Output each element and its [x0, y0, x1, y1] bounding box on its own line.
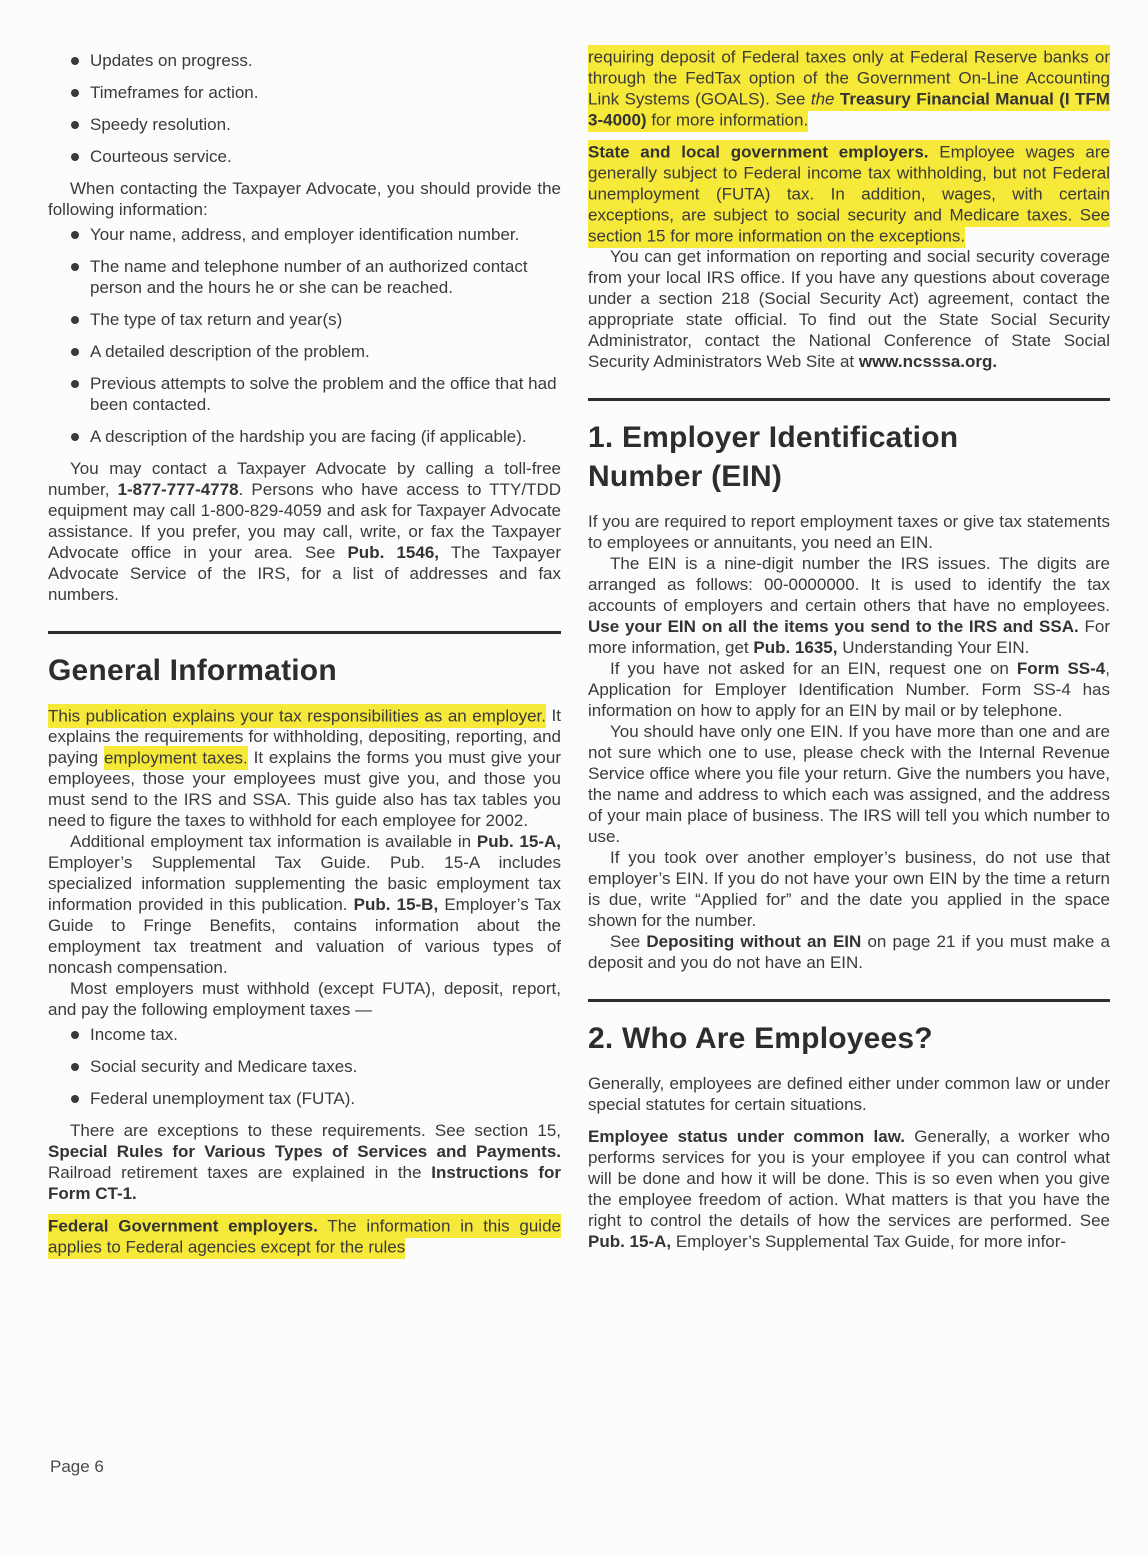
bold-text: Pub. 1546, [347, 543, 440, 562]
section-heading-line: General Information [48, 654, 337, 687]
text-run: See [610, 932, 647, 951]
paragraph [588, 141, 1110, 246]
bold-text: Instructions for Form CT-1. [48, 1163, 562, 1203]
bullet-item [48, 50, 561, 71]
paragraph [588, 246, 1110, 372]
text-run: There are exceptions to these requirements. See section 15, [70, 1121, 561, 1140]
bold-text: Depositing without an EIN [646, 932, 862, 951]
bold-text: Employee status under common law. [588, 1127, 906, 1146]
text-run: Employer’s Tax Guide to Fringe Benefits, contains information about the employment tax treatment and valuation of various types of noncash compensation. [48, 895, 561, 977]
section-divider [588, 999, 1110, 1002]
text-run: . Persons who have access to TTY/TDD equipment may call 1-800-829-4059 and ask for Taxpayer Advocate assistance. If you prefer, you may call, write, or fax the Taxpayer Advocate office in your area. See [48, 480, 561, 562]
text-run: A detailed description of the problem. [90, 342, 370, 361]
text-run: A description of the hardship you are facing (if applicable). [90, 427, 527, 446]
bold-text: Form SS-4 [1016, 659, 1106, 678]
section-heading [588, 418, 1110, 496]
paragraph [588, 46, 1110, 130]
section-heading-line: 1. Employer Identification [588, 421, 959, 454]
highlighted-text: Treasury Financial Manual (I TFM 3-4000) [588, 87, 1110, 132]
text-run: The name and telephone number of an authorized contact person and the hours he or she can be reached. [90, 257, 528, 297]
bullet-item [48, 341, 561, 362]
highlighted-text: The information in this guide applies to Federal agencies except for the rules [48, 1214, 561, 1259]
text-run: Courteous service. [90, 147, 232, 166]
text-run: Generally, employees are defined either under common law or under special statutes for certain situations. [588, 1074, 1110, 1114]
paragraph [588, 721, 1110, 847]
paragraph [588, 1073, 1110, 1115]
text-run: It explains the forms you must give your employees, those your employees must give you, and those you must send to the IRS and SSA. This guide also has tax tables you need to figure the taxes to withhold for each employee for 2002. [48, 748, 561, 830]
paragraph [588, 553, 1110, 658]
text-run: Updates on progress. [90, 51, 253, 70]
text-run: Generally, a worker who performs services for you is your employee if you can control what will be done and how it will be done. This is so even when you give the employee freedom of action. What matters is that you have the right to control the details of how the services are performed. See [588, 1127, 1110, 1230]
text-run: Railroad retirement taxes are explained in the [48, 1163, 432, 1182]
paragraph [588, 931, 1110, 973]
bold-text: 1-877-777-4778 [117, 480, 239, 499]
bullet-item [48, 1056, 561, 1077]
section-heading [588, 1019, 1110, 1058]
section-heading-line: Number (EIN) [588, 460, 783, 493]
text-run: Speedy resolution. [90, 115, 231, 134]
section-divider [48, 631, 561, 634]
bullet-item [48, 373, 561, 415]
bullet-list [48, 1024, 561, 1109]
bullet-item [48, 224, 561, 245]
text-run: If you have not asked for an EIN, request one on [610, 659, 1017, 678]
text-run: Most employers must withhold (except FUTA), deposit, report, and pay the following employment taxes — [48, 979, 561, 1019]
text-run: If you took over another employer’s business, do not use that employer’s EIN. If you do not have your own EIN by the time a return is due, write “Applied for” and the date you applied in the space shown for the number. [588, 848, 1110, 930]
bold-text: Pub. 15-A, [588, 1232, 672, 1251]
paragraph [48, 1120, 561, 1204]
text-run: If you are required to report employment taxes or give tax statements to employees or annuitants, you need an EIN. [588, 512, 1110, 552]
bullet-list [48, 50, 561, 167]
text-run: Timeframes for action. [90, 83, 259, 102]
paragraph [48, 1215, 561, 1257]
two-column-layout [48, 46, 1110, 1257]
text-run: Social security and Medicare taxes. [90, 1057, 358, 1076]
paragraph [48, 831, 561, 978]
left-column [48, 46, 561, 1257]
paragraph [588, 658, 1110, 721]
text-run: The type of tax return and year(s) [90, 310, 343, 329]
bold-text: Special Rules for Various Types of Services and Payments. [48, 1142, 561, 1161]
text-run: You should have only one EIN. If you have more than one and are not sure which one to use, please check with the Internal Revenue Service office where you file your return. Give the numbers you have, the name and address to which each was assigned, and the address of your main place of business. The IRS will tell you which number to use. [588, 722, 1110, 846]
bullet-list [48, 224, 561, 447]
text-run: Income tax. [90, 1025, 178, 1044]
highlighted-text: for more information. [647, 108, 809, 132]
text-run: Understanding Your EIN. [837, 638, 1030, 657]
bold-text: Pub. 1635, [753, 638, 838, 657]
text-run: The EIN is a nine-digit number the IRS issues. The digits are arranged as follows: 00-0000000. It is used to identify the tax accounts of employers and certain others that have no employees. [588, 554, 1110, 615]
bullet-item [48, 146, 561, 167]
text-run: Previous attempts to solve the problem and the office that had been contacted. [90, 374, 557, 414]
text-run: The Taxpayer Advocate Service of the IRS, for a list of addresses and fax numbers. [48, 543, 561, 604]
paragraph [48, 458, 561, 605]
section-heading [48, 651, 561, 690]
page-number: Page 6 [50, 1457, 104, 1476]
highlighted-text: employment taxes. [104, 746, 248, 770]
text-run: It explains the requirements for withholding, depositing, reporting, and paying [48, 706, 561, 767]
paragraph [48, 178, 561, 220]
bullet-item [48, 256, 561, 298]
text-run: Additional employment tax information is available in [70, 832, 477, 851]
bullet-item [48, 309, 561, 330]
bold-text: Pub. 15-B, [353, 895, 439, 914]
paragraph [588, 1126, 1110, 1252]
bold-text: www.ncsssa.org. [858, 352, 998, 371]
text-run: Employer’s Supplemental Tax Guide. Pub. 15-A includes specialized information supplementing the basic employment tax information provided in this publication. [48, 853, 561, 914]
text-run: , Application for Employer Identification Number. Form SS-4 has information on how to apply for an EIN by mail or by telephone. [588, 659, 1110, 720]
text-run: on page 21 if you must make a deposit and you do not have an EIN. [588, 932, 1110, 972]
highlighted-text: Federal Government employers. [48, 1214, 318, 1238]
bullet-item [48, 426, 561, 447]
text-run: Federal unemployment tax (FUTA). [90, 1089, 356, 1108]
bullet-item [48, 82, 561, 103]
highlighted-text: This publication explains your tax responsibilities as an employer. [48, 704, 546, 728]
paragraph [588, 847, 1110, 931]
section-heading-line: 2. Who Are Employees? [588, 1022, 933, 1055]
bold-text: Pub. 15-A, [476, 832, 562, 851]
bullet-item [48, 1088, 561, 1109]
highlighted-text: Employee wages are generally subject to Federal income tax withholding, but not Federal unemployment (FUTA) tax. In addition, wages, with certain exceptions, are subject to social security and Medicare taxes. See section 15 for more information on the exceptions. [588, 140, 1110, 248]
right-column [588, 46, 1110, 1257]
paragraph [48, 978, 561, 1020]
bold-text: Use your EIN on all the items you send to the IRS and SSA. [588, 617, 1079, 636]
paragraph [48, 705, 561, 831]
paragraph [588, 511, 1110, 553]
text-run: You may contact a Taxpayer Advocate by calling a toll-free number, [48, 459, 561, 499]
highlighted-text: requiring deposit of Federal taxes only at Federal Reserve banks or through the FedTax option of the Government On-Line Accounting Link Systems (GOALS). See [588, 45, 1110, 111]
text-run: Employer’s Supplemental Tax Guide, for more infor- [671, 1232, 1067, 1251]
highlighted-text: the [811, 87, 835, 111]
bullet-item [48, 1024, 561, 1045]
highlighted-text: State and local government employers. [588, 140, 929, 164]
text-run: When contacting the Taxpayer Advocate, you should provide the following information: [48, 179, 561, 219]
text-run: Your name, address, and employer identification number. [90, 225, 520, 244]
text-run: For more information, get [588, 617, 1110, 657]
text-run: You can get information on reporting and social security coverage from your local IRS office. If you have any questions about coverage under a section 218 (Social Security Act) agreement, contact the appropriate state official. To find out the State Social Security Administrator, contact the National Conference of State Social Security Administrators Web Site at [588, 247, 1110, 371]
bullet-item [48, 114, 561, 135]
section-divider [588, 398, 1110, 401]
